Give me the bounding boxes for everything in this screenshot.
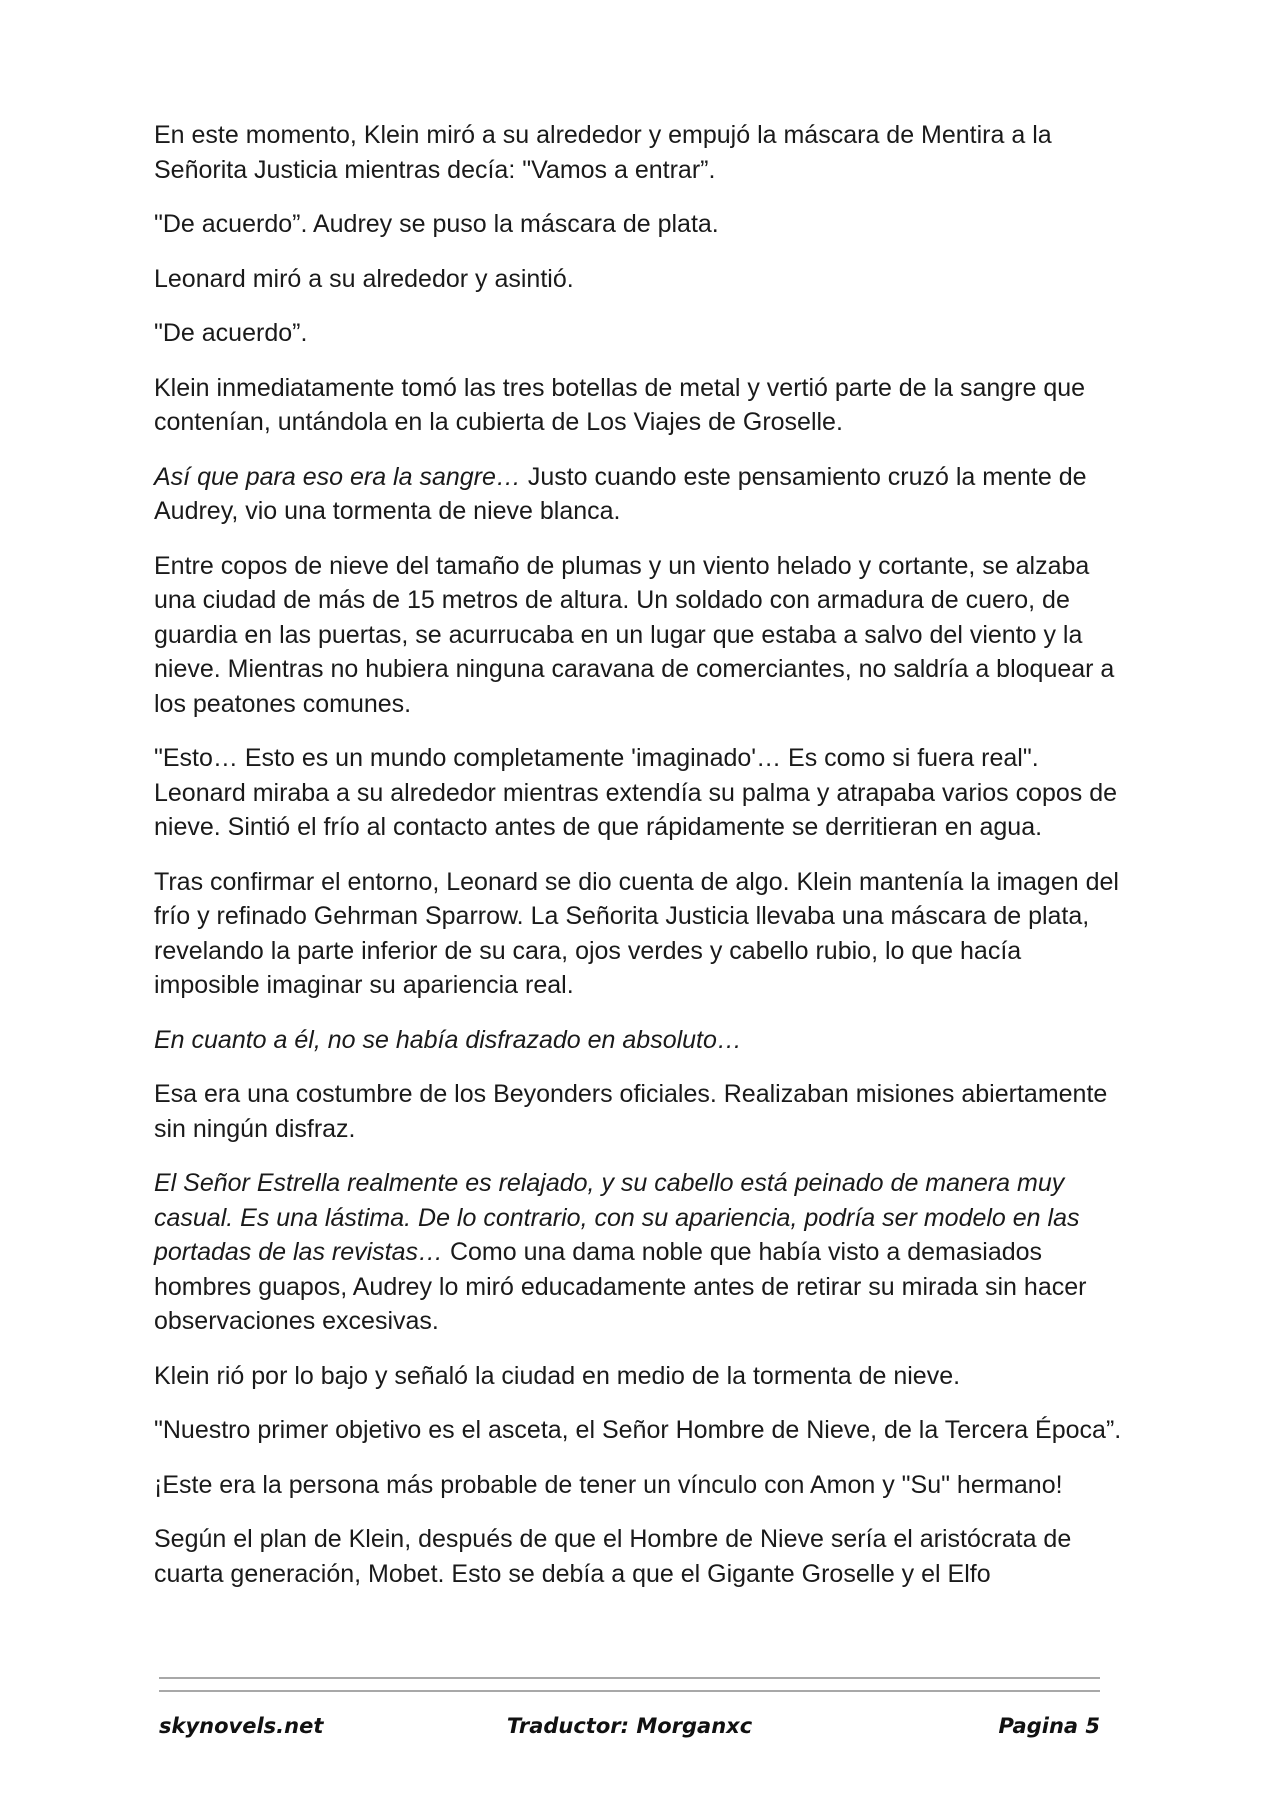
footer-translator: Traductor: Morganxc [506,1714,753,1738]
paragraph [154,316,1130,351]
paragraph [154,741,1130,845]
footer-site: skynovels.net [159,1714,324,1738]
paragraph [154,460,1130,529]
paragraph [154,1023,1130,1058]
paragraph [154,262,1130,297]
page-body [154,118,1130,1611]
text-run: Según el plan de Klein, después de que el Hombre de Nieve sería el aristócrata de cuarta generación, Mobet. Esto se debía a que el Gigante Groselle y el Elfo [154,1525,1072,1588]
text-run: Justo cuando este pensamiento cruzó la mente de Audrey, vio una tormenta de nieve blanca. [154,462,1087,525]
page-footer [159,1714,1100,1748]
paragraph [154,118,1130,187]
paragraph [154,207,1130,242]
text-run: En este momento, Klein miró a su alrededor y empujó la máscara de Mentira a la Señorita Justicia mientras decía: "Vamos a entrar”. [154,121,1052,184]
italic-text: En cuanto a él, no se había disfrazado en absoluto… [154,1025,742,1054]
paragraph [154,1166,1130,1339]
footer-divider [159,1677,1100,1703]
paragraph [154,1522,1130,1591]
paragraph [154,1468,1130,1503]
footer-rule-top [159,1677,1100,1679]
paragraph [154,371,1130,440]
text-run: "Nuestro primer objetivo es el asceta, el Señor Hombre de Nieve, de la Tercera Época”. [154,1416,1122,1444]
text-run: Klein inmediatamente tomó las tres botellas de metal y vertió parte de la sangre que contenían, untándola en la cubierta de Los Viajes de Groselle. [154,373,1086,436]
text-run: ¡Este era la persona más probable de tener un vínculo con Amon y "Su" hermano! [154,1470,1063,1499]
paragraph [154,1077,1130,1146]
text-run: Klein rió por lo bajo y señaló la ciudad en medio de la tormenta de nieve. [154,1361,961,1390]
text-run: Entre copos de nieve del tamaño de plumas y un viento helado y cortante, se alzaba una ciudad de más de 15 metros de altura. Un soldado con armadura de cuero, de guardia en las puertas, se acurrucaba en un lugar que estaba a salvo del viento y la nieve. Mientras no hubiera ninguna caravana de comerciantes, no saldría a bloquear a los peatones comunes. [154,551,1115,718]
footer-rule-bottom [159,1690,1100,1692]
italic-text: Así que para eso era la sangre… [154,462,521,491]
paragraph [154,549,1130,722]
text-run: "De acuerdo”. Audrey se puso la máscara de plata. [154,210,719,238]
text-run: "Esto… Esto es un mundo completamente 'imaginado'… Es como si fuera real". Leonard miraba a su alrededor mientras extendía su palma y atrapaba varios copos de nieve. Sintió el frío al contacto antes de que rápidamente se derritieran en agua. [154,744,1118,841]
text-run: Leonard miró a su alrededor y asintió. [154,264,574,293]
text-run: "De acuerdo”. [154,319,308,347]
footer-page-number: Pagina 5 [998,1714,1100,1738]
paragraph [154,1359,1130,1394]
italic-text: El Señor Estrella realmente es relajado, y su cabello está peinado de manera muy casual. Es una lástima. De lo contrario, con su apariencia, podría ser modelo en las portadas de las revistas… [154,1169,1080,1266]
text-run: Tras confirmar el entorno, Leonard se dio cuenta de algo. Klein mantenía la imagen del frío y refinado Gehrman Sparrow. La Señorita Justicia llevaba una máscara de plata, revelando la parte inferior de su cara, ojos verdes y cabello rubio, lo que hacía imposible imaginar su apariencia real. [154,867,1119,999]
text-run: Esa era una costumbre de los Beyonders oficiales. Realizaban misiones abiertamente sin ningún disfraz. [154,1080,1108,1143]
paragraph [154,1413,1130,1448]
text-run: Como una dama noble que había visto a demasiados hombres guapos, Audrey lo miró educadamente antes de retirar su mirada sin hacer observaciones excesivas. [154,1238,1087,1335]
paragraph [154,865,1130,1003]
